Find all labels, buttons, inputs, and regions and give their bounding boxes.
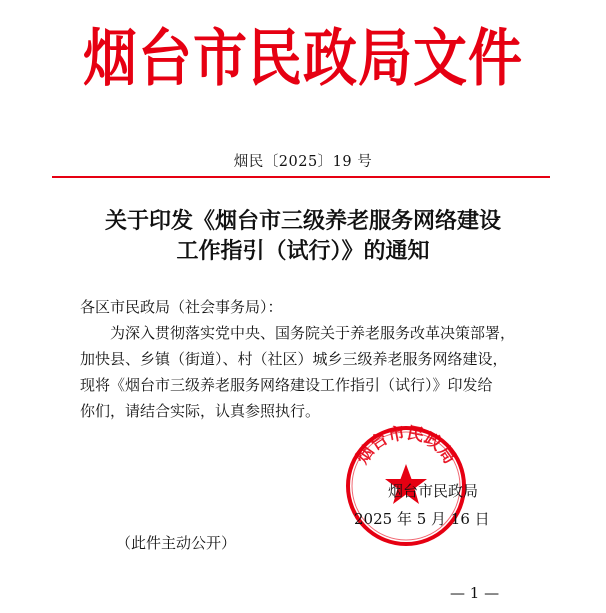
addressee: 各区市民政局（社会事务局）：: [80, 298, 283, 316]
signature-date: 2025 年 5 月 16 日: [354, 510, 490, 528]
body-line-4: 你们，请结合实际，认真参照执行。: [80, 402, 321, 420]
notice-title-line-1: 关于印发《烟台市三级养老服务网络建设: [104, 208, 501, 234]
notice-body: [80, 294, 520, 424]
red-divider: [52, 176, 550, 178]
body-line-2: 加快县、乡镇（街道）、村（社区）城乡三级养老服务网络建设，: [80, 350, 508, 368]
body-line-3: 现将《烟台市三级养老服务网络建设工作指引（试行）》印发给: [80, 376, 493, 394]
seal-text: 烟台市民政局: [352, 424, 460, 468]
signature-organization: 烟台市民政局: [388, 482, 479, 500]
disclosure-note: （此件主动公开）: [116, 534, 237, 552]
document-number: 烟民〔2025〕19 号: [233, 154, 373, 170]
notice-title-line-2: 工作指引（试行）》的通知: [176, 238, 430, 264]
page-number: — 1 —: [450, 584, 500, 602]
notice-title: [0, 206, 606, 266]
body-line-1: 为深入贯彻落实党中央、国务院关于养老服务改革决策部署，: [110, 324, 516, 342]
document-masthead: 烟台市民政局文件: [83, 22, 523, 95]
